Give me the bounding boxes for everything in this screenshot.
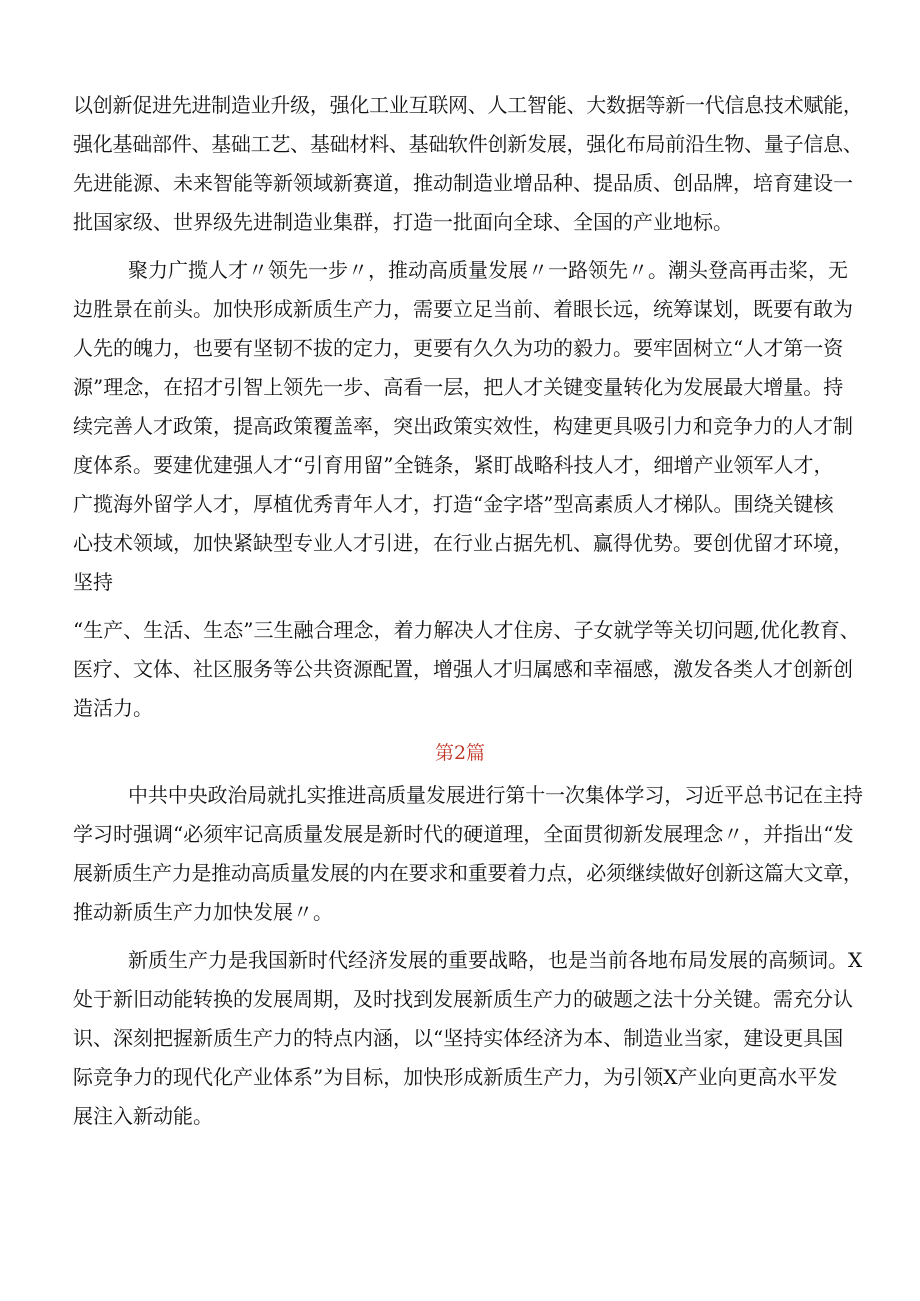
section-heading: 第2篇: [434, 742, 486, 764]
text-line: 广揽海外留学人才，厚植优秀青年人才，打造“金字塔”型高素质人才梯队。围绕关键核: [73, 492, 834, 516]
text-line: 展新质生产力是推动高质量发展的内在要求和重要着力点，必须继续做好创新这篇大文章，: [73, 861, 863, 885]
text-line: 人先的魄力，也要有坚韧不拔的定力，更要有久久为功的毅力。要牢固树立“人才第一资: [73, 336, 844, 360]
text-line: 中共中央政治局就扎实推进高质量发展进行第十一次集体学习，习近平总书记在主持: [128, 783, 863, 807]
text-line: 展注入新动能。: [73, 1104, 213, 1128]
text-line: 坚持: [73, 570, 113, 594]
text-line: 以创新促进先进制造业升级，强化工业互联网、人工智能、大数据等新一代信息技术赋能，: [73, 93, 863, 117]
text-line: 处于新旧动能转换的发展周期，及时找到发展新质生产力的破题之法十分关键。需充分认: [73, 987, 853, 1011]
text-line: 强化基础部件、基础工艺、基础材料、基础软件创新发展，强化布局前沿生物、量子信息、: [73, 132, 863, 156]
text-line: 源”理念，在招才引智上领先一步、高看一层，把人才关键变量转化为发展最大增量。持: [73, 375, 844, 399]
text-line: 新质生产力是我国新时代经济发展的重要战略，也是当前各地布局发展的高频词。X: [128, 948, 863, 972]
text-line: 度体系。要建优建强人才“引育用留”全链条，紧盯战略科技人才，细增产业领军人才，: [73, 453, 834, 477]
text-line: 际竞争力的现代化产业体系”为目标，加快形成新质生产力，为引领X产业向更高水平发: [73, 1065, 838, 1089]
text-line: 边胜景在前头。加快形成新质生产力，需要立足当前、着眼长远，统筹谋划，既要有敢为: [73, 297, 853, 321]
text-line: 心技术领域，加快紧缺型专业人才引进，在行业占据先机、赢得优势。要创优留才环境，: [73, 531, 853, 555]
text-line: 聚力广揽人才〃领先一步〃，推动高质量发展〃一路领先〃。潮头登高再击桨，无: [128, 258, 848, 282]
text-line: 造活力。: [73, 696, 153, 720]
text-line: 识、深刻把握新质生产力的特点内涵，以“坚持实体经济为本、制造业当家，建设更具国: [73, 1026, 844, 1050]
text-line: 先进能源、未来智能等新领域新赛道，推动制造业增品种、提品质、创品牌，培育建设一: [73, 171, 853, 195]
text-line: 医疗、文体、社区服务等公共资源配置，增强人才归属感和幸福感，激发各类人才创新创: [73, 657, 853, 681]
text-line: 批国家级、世界级先进制造业集群，打造一批面向全球、全国的产业地标。: [73, 210, 733, 234]
text-line: 学习时强调“必须牢记高质量发展是新时代的硬道理，全面贯彻新发展理念〃，并指出“发: [73, 822, 854, 846]
text-line: “生产、生活、生态”三生融合理念，着力解决人才住房、子女就学等关切问题,优化教育、: [73, 618, 860, 642]
text-line: 续完善人才政策，提高政策覆盖率，突出政策实效性，构建更具吸引力和竞争力的人才制: [73, 414, 853, 438]
text-line: 推动新质生产力加快发展〃。: [73, 900, 333, 924]
